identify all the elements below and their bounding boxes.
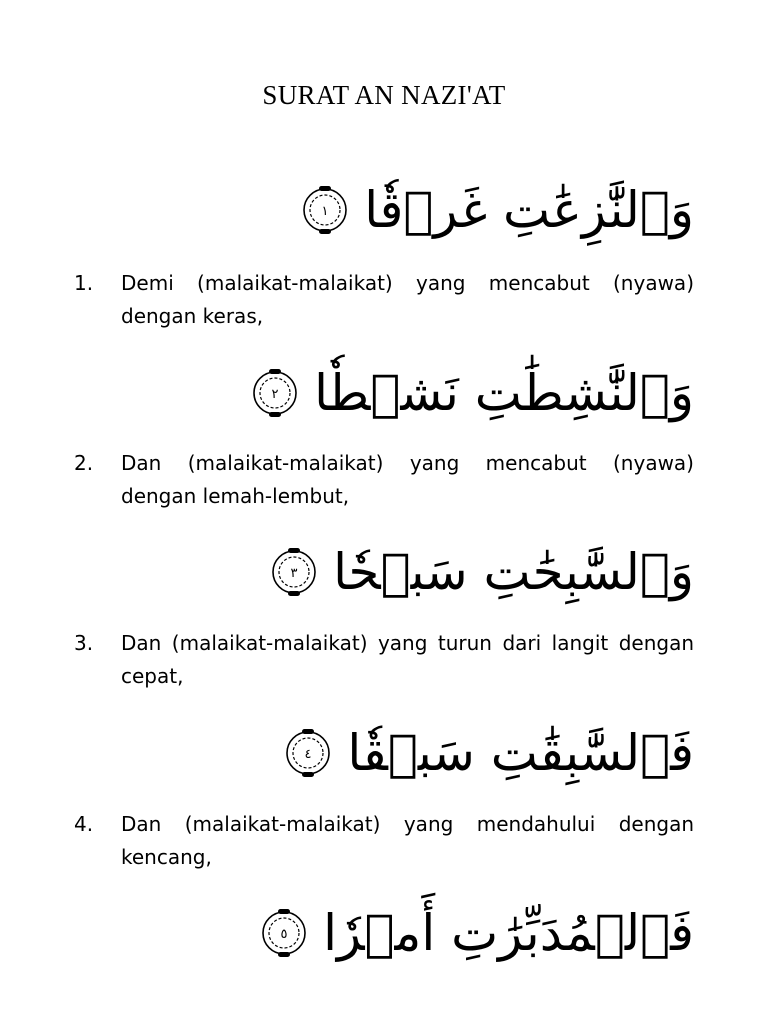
verse-translation: Demi (malaikat-malaikat) yang mencabut (nyawa) dengan keras, xyxy=(121,271,694,328)
ayah-end-marker-icon xyxy=(269,547,319,597)
arabic-verse-text: وَٱلنَّٰزِعَٰتِ غَرۡقٗا xyxy=(364,181,694,239)
ayah-number: ٢ xyxy=(271,387,279,402)
verse-translation: Dan (malaikat-malaikat) yang mencabut (nyawa) dengan lemah-lembut, xyxy=(121,451,694,508)
ayah-number: ٥ xyxy=(280,927,288,942)
ayah-number: ١ xyxy=(321,204,329,219)
arabic-verse-3 xyxy=(269,532,694,612)
ayah-number: ٣ xyxy=(290,566,298,581)
arabic-verse-4 xyxy=(283,713,694,793)
ayah-number: ٤ xyxy=(304,747,312,762)
verse-number: 3. xyxy=(74,631,94,655)
arabic-verse-2 xyxy=(250,353,694,433)
ayah-end-marker-icon xyxy=(283,728,333,778)
verse-number: 1. xyxy=(74,271,94,295)
verse-translation: Dan (malaikat-malaikat) yang turun dari langit dengan cepat, xyxy=(121,631,694,688)
arabic-verse-text: وَٱلنَّٰشِطَٰتِ نَشۡطٗا xyxy=(314,364,694,422)
ayah-end-marker-icon xyxy=(300,185,350,235)
verse-translation: Dan (malaikat-malaikat) yang mendahului dengan kencang, xyxy=(121,812,694,869)
arabic-verse-text: وَٱلسَّٰبِحَٰتِ سَبۡحٗا xyxy=(333,543,694,601)
verse-number: 2. xyxy=(74,451,94,475)
translation-verse-2 xyxy=(74,447,694,513)
translation-verse-4 xyxy=(74,808,694,874)
ayah-end-marker-icon xyxy=(250,368,300,418)
translation-verse-3 xyxy=(74,627,694,693)
translation-verse-1 xyxy=(74,267,694,333)
ayah-end-marker-icon xyxy=(259,908,309,958)
arabic-verse-text: فَٱلۡمُدَبِّرَٰتِ أَمۡرٗا xyxy=(323,904,694,962)
arabic-verse-5 xyxy=(259,893,694,973)
verse-number: 4. xyxy=(74,812,94,836)
arabic-verse-1 xyxy=(300,170,694,250)
arabic-verse-text: فَٱلسَّٰبِقَٰتِ سَبۡقٗا xyxy=(347,724,694,782)
page-title: SURAT AN NAZI'AT xyxy=(262,80,506,110)
